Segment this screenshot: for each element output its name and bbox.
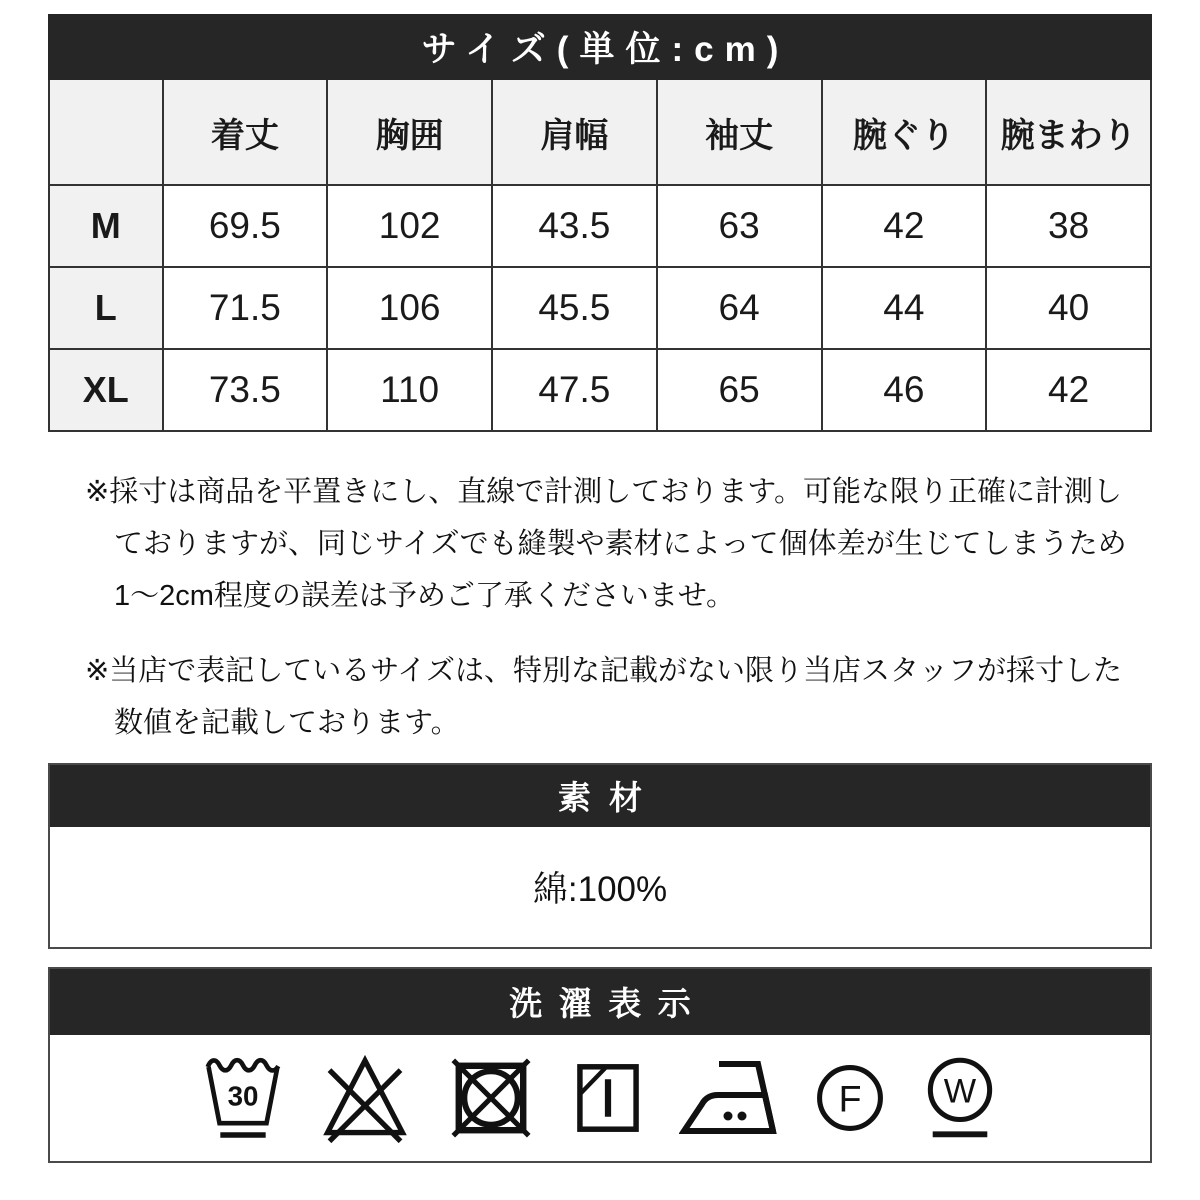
cell-m-chest: 102 (327, 185, 492, 267)
row-label-l: L (49, 267, 163, 349)
corner-cell (49, 79, 163, 185)
table-row-xl (49, 349, 1151, 431)
row-label-m: M (49, 185, 163, 267)
note-staff-measured: ※当店で表記しているサイズは、特別な記載がない限り当店スタッフが採寸した数値を記載しております。 (85, 654, 1122, 739)
cell-m-armhole: 42 (822, 185, 987, 267)
laundry-section-title: 洗濯表示 (50, 969, 1150, 1035)
cell-m-length: 69.5 (163, 185, 328, 267)
cell-xl-chest: 110 (327, 349, 492, 431)
col-header-arm-circumference: 腕まわり (986, 79, 1151, 185)
do-not-bleach-icon (317, 1050, 413, 1146)
col-header-length: 着丈 (163, 79, 328, 185)
cell-m-sleeve: 63 (657, 185, 822, 267)
material-section (48, 763, 1152, 949)
table-row-l (49, 267, 1151, 349)
size-table-header-row (49, 79, 1151, 185)
cell-l-length: 71.5 (163, 267, 328, 349)
iron-medium-icon (679, 1053, 779, 1143)
cell-m-shoulder: 43.5 (492, 185, 657, 267)
row-label-xl: XL (49, 349, 163, 431)
cell-l-armhole: 44 (822, 267, 987, 349)
cell-xl-length: 73.5 (163, 349, 328, 431)
cell-xl-shoulder: 47.5 (492, 349, 657, 431)
dry-clean-letter: F (838, 1077, 862, 1120)
cell-l-arm-circumference: 40 (986, 267, 1151, 349)
wash-temp-label: 30 (227, 1080, 259, 1112)
size-table-title-row (49, 15, 1151, 79)
cell-xl-armhole: 46 (822, 349, 987, 431)
laundry-section (48, 967, 1152, 1163)
dry-clean-f-icon (811, 1059, 889, 1137)
do-not-tumble-dry-icon (445, 1052, 537, 1144)
cell-m-arm-circumference: 38 (986, 185, 1151, 267)
col-header-sleeve: 袖丈 (657, 79, 822, 185)
cell-l-shoulder: 45.5 (492, 267, 657, 349)
cell-xl-sleeve: 65 (657, 349, 822, 431)
col-header-armhole: 腕ぐり (822, 79, 987, 185)
wet-clean-w-icon (921, 1054, 999, 1141)
measurement-notes (85, 466, 1134, 749)
laundry-symbols-row (50, 1035, 1150, 1161)
wash-30-gentle-icon (201, 1051, 285, 1145)
col-header-chest: 胸囲 (327, 79, 492, 185)
note-measurement-method: ※採寸は商品を平置きにし、直線で計測しております。可能な限り正確に計測しておりますが、同じサイズでも縫製や素材によって個体差が生じてしまうため1〜2cm程度の誤差は予めご了承くださいませ。 (85, 476, 1127, 613)
wet-clean-letter: W (943, 1072, 977, 1111)
line-dry-in-shade-icon (569, 1059, 647, 1137)
size-table-title: サイズ(単位:cm) (49, 15, 1151, 79)
cell-l-sleeve: 64 (657, 267, 822, 349)
material-value: 綿:100% (532, 869, 668, 909)
table-row-m (49, 185, 1151, 267)
material-section-title: 素材 (50, 765, 1150, 827)
col-header-shoulder: 肩幅 (492, 79, 657, 185)
cell-xl-arm-circumference: 42 (986, 349, 1151, 431)
size-table (48, 14, 1152, 432)
cell-l-chest: 106 (327, 267, 492, 349)
